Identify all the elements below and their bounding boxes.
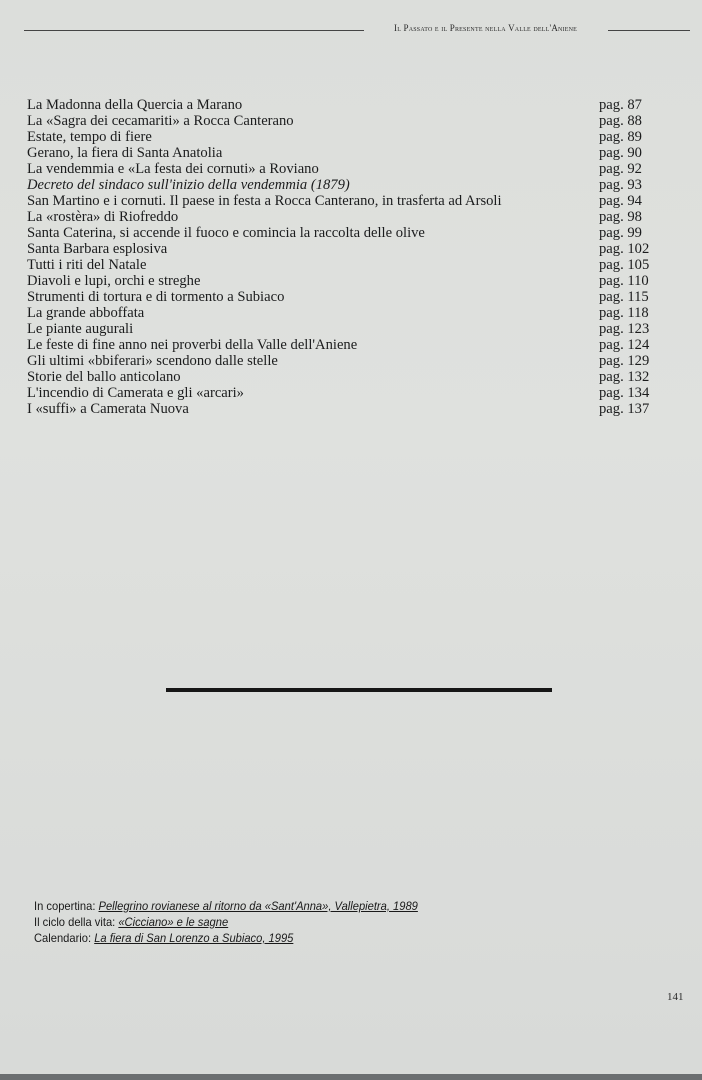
toc-entry bbox=[27, 401, 667, 417]
credit-label: Calendario: bbox=[34, 931, 95, 945]
table-of-contents bbox=[27, 97, 667, 417]
divider-bar bbox=[166, 688, 552, 692]
toc-entry-title: La grande abboffata bbox=[27, 305, 145, 321]
toc-entry bbox=[27, 145, 667, 161]
toc-entry-page: pag. 137 bbox=[599, 401, 650, 417]
toc-entry bbox=[27, 369, 667, 385]
toc-entry-title: La vendemmia e «La festa dei cornuti» a Roviano bbox=[27, 161, 319, 177]
header-rule-right bbox=[608, 30, 690, 31]
toc-entry-page: pag. 92 bbox=[599, 161, 642, 177]
toc-entry-page: pag. 98 bbox=[599, 209, 642, 225]
toc-entry-page: pag. 94 bbox=[599, 193, 642, 209]
page-bottom-edge bbox=[0, 1074, 702, 1080]
toc-entry-title: Santa Caterina, si accende il fuoco e comincia la raccolta delle olive bbox=[27, 225, 425, 241]
credit-value: Pellegrino rovianese al ritorno da «Sant'Anna», Vallepietra, 1989 bbox=[98, 899, 418, 913]
toc-entry-title: La «Sagra dei cecamariti» a Rocca Canterano bbox=[27, 113, 294, 129]
toc-entry-title: Gerano, la fiera di Santa Anatolia bbox=[27, 145, 223, 161]
toc-entry bbox=[27, 161, 667, 177]
toc-entry-page: pag. 89 bbox=[599, 129, 642, 145]
toc-entry bbox=[27, 289, 667, 305]
toc-entry-page: pag. 87 bbox=[599, 97, 642, 113]
toc-entry bbox=[27, 129, 667, 145]
header-rule-left bbox=[24, 30, 364, 31]
toc-entry bbox=[27, 113, 667, 129]
toc-entry-page: pag. 105 bbox=[599, 257, 650, 273]
toc-entry-page: pag. 88 bbox=[599, 113, 642, 129]
toc-entry-page: pag. 132 bbox=[599, 369, 650, 385]
credit-value: La fiera di San Lorenzo a Subiaco, 1995 bbox=[94, 931, 294, 945]
toc-entry-title: La «rostèra» di Riofreddo bbox=[27, 209, 179, 225]
credit-label: Il ciclo della vita: bbox=[34, 915, 119, 929]
toc-entry bbox=[27, 209, 667, 225]
running-header-title: Il Passato e il Presente nella Valle dell'Aniene bbox=[394, 23, 578, 33]
toc-entry-page: pag. 123 bbox=[599, 321, 650, 337]
credit-line bbox=[34, 898, 418, 914]
toc-entry-title: L'incendio di Camerata e gli «arcari» bbox=[27, 385, 244, 401]
running-header bbox=[24, 22, 690, 38]
toc-entry-page: pag. 93 bbox=[599, 177, 642, 193]
credit-line bbox=[34, 930, 418, 946]
toc-entry-title: Strumenti di tortura e di tormento a Subiaco bbox=[27, 289, 285, 305]
page-number: 141 bbox=[667, 991, 684, 1003]
toc-entry bbox=[27, 177, 667, 193]
toc-entry bbox=[27, 353, 667, 369]
toc-entry bbox=[27, 273, 667, 289]
toc-entry-title: La Madonna della Quercia a Marano bbox=[27, 97, 243, 113]
toc-entry bbox=[27, 305, 667, 321]
toc-entry-title: I «suffi» a Camerata Nuova bbox=[27, 401, 189, 417]
toc-entry-page: pag. 118 bbox=[599, 305, 649, 321]
toc-entry-title: Le piante augurali bbox=[27, 321, 134, 337]
toc-entry-title: Diavoli e lupi, orchi e streghe bbox=[27, 273, 201, 289]
toc-entry bbox=[27, 241, 667, 257]
toc-entry-title: Santa Barbara esplosiva bbox=[27, 241, 168, 257]
image-credits bbox=[34, 898, 418, 946]
toc-entry-page: pag. 99 bbox=[599, 225, 642, 241]
toc-entry bbox=[27, 385, 667, 401]
toc-entry bbox=[27, 225, 667, 241]
toc-entry bbox=[27, 321, 667, 337]
credit-label: In copertina: bbox=[34, 899, 99, 913]
toc-entry-title: Storie del ballo anticolano bbox=[27, 369, 181, 385]
toc-entry bbox=[27, 97, 667, 113]
toc-entry-title: San Martino e i cornuti. Il paese in festa a Rocca Canterano, in trasferta ad Arsoli bbox=[27, 193, 502, 209]
toc-entry-title: Decreto del sindaco sull'inizio della vendemmia (1879) bbox=[27, 177, 350, 193]
toc-entry bbox=[27, 337, 667, 353]
toc-entry-page: pag. 124 bbox=[599, 337, 650, 353]
toc-entry-title: Le feste di fine anno nei proverbi della Valle dell'Aniene bbox=[27, 337, 358, 353]
toc-entry-page: pag. 110 bbox=[599, 273, 649, 289]
toc-entry-title: Tutti i riti del Natale bbox=[27, 257, 147, 273]
toc-entry bbox=[27, 193, 667, 209]
toc-entry bbox=[27, 257, 667, 273]
toc-entry-title: Gli ultimi «bbiferari» scendono dalle stelle bbox=[27, 353, 278, 369]
toc-entry-page: pag. 134 bbox=[599, 385, 650, 401]
toc-entry-page: pag. 129 bbox=[599, 353, 650, 369]
toc-entry-page: pag. 102 bbox=[599, 241, 650, 257]
credit-value: «Cicciano» e le sagne bbox=[118, 915, 229, 929]
toc-entry-page: pag. 90 bbox=[599, 145, 642, 161]
toc-entry-page: pag. 115 bbox=[599, 289, 649, 305]
credit-line bbox=[34, 914, 418, 930]
toc-entry-title: Estate, tempo di fiere bbox=[27, 129, 152, 145]
